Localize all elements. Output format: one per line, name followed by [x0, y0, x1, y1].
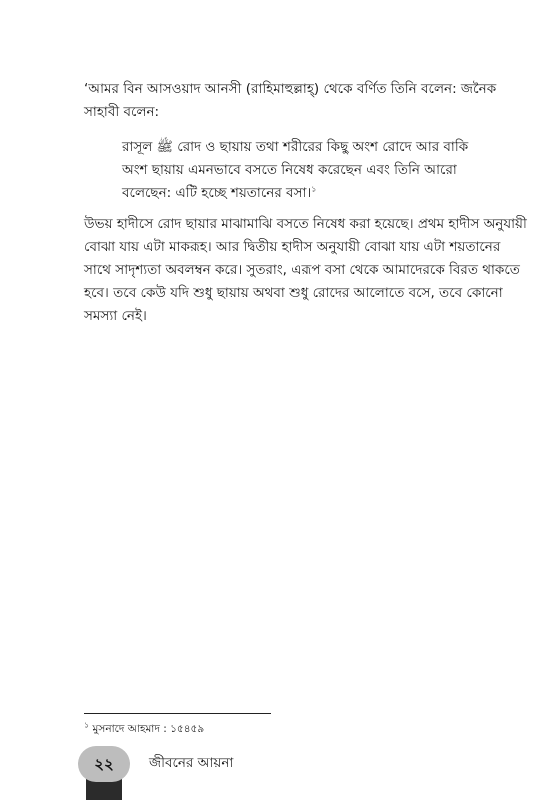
body-line: উভয় হাদীসে রোদ ছায়ার মাঝামাঝি বসতে নিষেধ করা হয়েছে। প্রথম হাদীস অনুযায়ী	[84, 216, 527, 232]
body-line: হবে। তবে কেউ যদি শুধু ছায়ায় অথবা শুধু রোদের আলোতে বসে, তবে কোনো	[84, 285, 503, 301]
running-title: জীবনের আয়না	[149, 755, 234, 771]
footnote-reference[interactable]: ১	[311, 184, 317, 194]
hadith-quote	[122, 136, 467, 205]
body-paragraph	[84, 213, 527, 328]
quote-line	[122, 182, 467, 205]
body-line: সমস্যা নেই।	[84, 308, 147, 324]
footnote-text: মুসনাদে আহমাদ : ১৫৪৫৯	[92, 723, 205, 735]
quote-line: রাসূল ﷺ রোদ ও ছায়ায় তথা শরীরের কিছু অংশ রোদে আর বাকি	[122, 139, 469, 155]
footnote-marker: ১	[84, 720, 90, 730]
body-line: বোঝা যায় এটা মাকরূহ। আর দ্বিতীয় হাদীস অনুযায়ী বোঝা যায় এটা শয়তানের	[84, 239, 501, 255]
intro-line: ‘আমর বিন আসওয়াদ আনসী (রাহিমাহুল্লাহ্) থেকে বর্ণিত তিনি বলেন: জনৈক	[84, 81, 497, 97]
footnote	[84, 722, 204, 736]
footnote-divider	[84, 713, 271, 714]
quote-line-text: বলেছেন: এটি হচ্ছে শয়তানের বসা।	[122, 185, 312, 201]
body-line: সাথে সাদৃশ্যতা অবলম্বন করে। সুতরাং, এরূপ বসা থেকে আমাদেরকে বিরত থাকতে	[84, 262, 520, 278]
page-number: ২২	[78, 746, 130, 782]
quote-line: অংশ ছায়ায় এমনভাবে বসতে নিষেধ করেছেন এবং তিনি আরো	[122, 162, 457, 178]
intro-line: সাহাবী বলেন:	[84, 104, 160, 120]
intro-paragraph	[84, 78, 497, 124]
